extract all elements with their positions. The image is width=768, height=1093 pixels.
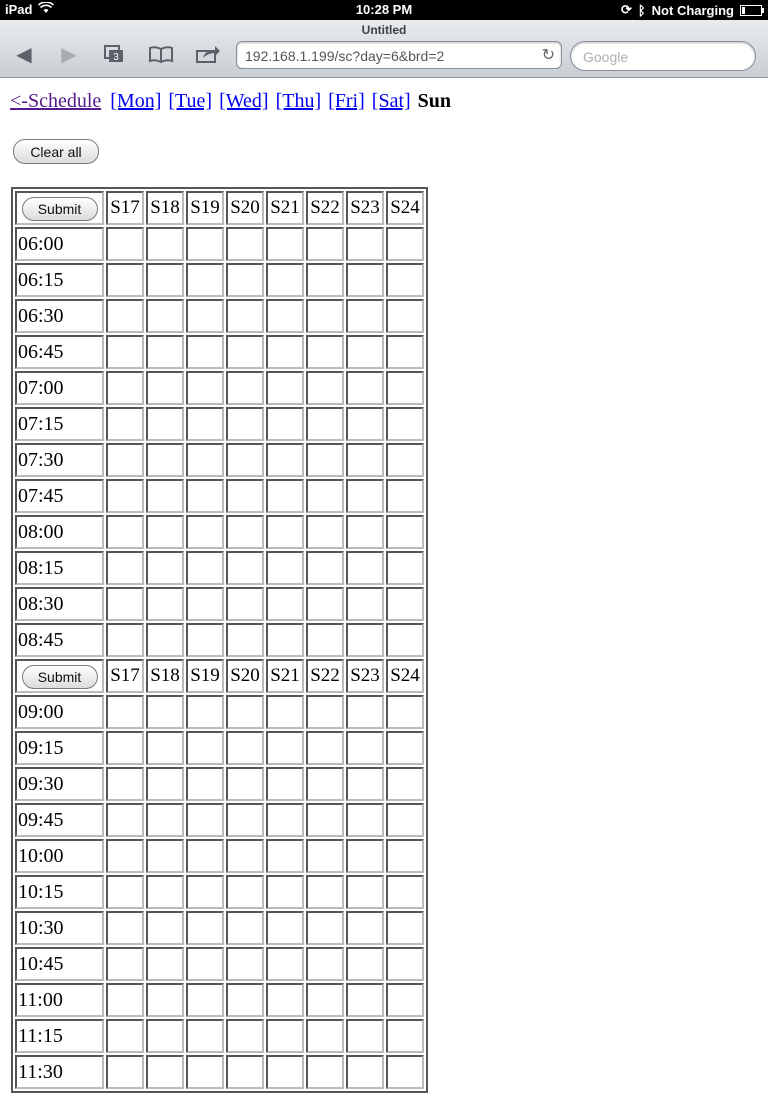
schedule-cell[interactable] (346, 803, 384, 837)
schedule-cell[interactable] (226, 299, 264, 333)
schedule-cell[interactable] (186, 371, 224, 405)
schedule-cell[interactable] (346, 875, 384, 909)
schedule-cell[interactable] (226, 371, 264, 405)
schedule-cell[interactable] (306, 407, 344, 441)
schedule-cell[interactable] (226, 911, 264, 945)
search-field[interactable] (570, 41, 756, 71)
schedule-cell[interactable] (306, 875, 344, 909)
schedule-cell[interactable] (386, 767, 424, 801)
schedule-cell[interactable] (226, 263, 264, 297)
schedule-cell[interactable] (106, 407, 144, 441)
day-link-sat[interactable]: [Sat] (371, 90, 411, 112)
schedule-cell[interactable] (306, 551, 344, 585)
schedule-cell[interactable] (226, 695, 264, 729)
schedule-cell[interactable] (106, 1055, 144, 1089)
schedule-cell[interactable] (106, 803, 144, 837)
schedule-cell[interactable] (386, 551, 424, 585)
schedule-cell[interactable] (306, 983, 344, 1017)
schedule-cell[interactable] (106, 839, 144, 873)
schedule-cell[interactable] (146, 227, 184, 261)
schedule-back-link[interactable]: <-Schedule (10, 90, 102, 112)
schedule-grid (11, 187, 428, 1093)
schedule-cell[interactable] (106, 695, 144, 729)
schedule-cell[interactable] (346, 767, 384, 801)
time-label: 10:00 (15, 839, 104, 873)
time-row (15, 839, 424, 873)
schedule-cell[interactable] (306, 947, 344, 981)
schedule-cell[interactable] (106, 731, 144, 765)
schedule-cell[interactable] (146, 587, 184, 621)
schedule-cell[interactable] (306, 1055, 344, 1089)
schedule-cell[interactable] (186, 1019, 224, 1053)
back-arrow-icon[interactable]: ◀ (16, 44, 32, 66)
schedule-cell[interactable] (106, 263, 144, 297)
column-header: S22 (306, 659, 344, 693)
time-label: 07:30 (15, 443, 104, 477)
time-row (15, 551, 424, 585)
schedule-cell[interactable] (106, 767, 144, 801)
schedule-cell[interactable] (386, 731, 424, 765)
schedule-cell[interactable] (346, 695, 384, 729)
schedule-cell[interactable] (306, 227, 344, 261)
column-header: S23 (346, 659, 384, 693)
schedule-cell[interactable] (346, 335, 384, 369)
schedule-cell[interactable] (346, 299, 384, 333)
schedule-cell[interactable] (306, 1019, 344, 1053)
schedule-cell[interactable] (266, 407, 304, 441)
schedule-cell[interactable] (106, 371, 144, 405)
schedule-cell[interactable] (226, 839, 264, 873)
day-link-mon[interactable]: [Mon] (110, 90, 162, 112)
schedule-cell[interactable] (106, 947, 144, 981)
schedule-cell[interactable] (186, 767, 224, 801)
time-row (15, 947, 424, 981)
schedule-cell[interactable] (386, 803, 424, 837)
time-label: 08:30 (15, 587, 104, 621)
status-bar (0, 0, 768, 20)
schedule-cell[interactable] (346, 623, 384, 657)
time-label: 08:00 (15, 515, 104, 549)
address-bar[interactable] (236, 41, 562, 69)
schedule-cell[interactable] (306, 839, 344, 873)
schedule-cell[interactable] (346, 947, 384, 981)
time-row (15, 767, 424, 801)
search-placeholder: Google (583, 49, 629, 65)
schedule-cell[interactable] (346, 407, 384, 441)
schedule-cell[interactable] (106, 335, 144, 369)
schedule-cell[interactable] (346, 551, 384, 585)
schedule-cell[interactable] (386, 695, 424, 729)
column-header: S21 (266, 191, 304, 225)
schedule-cell[interactable] (266, 875, 304, 909)
schedule-cell[interactable] (266, 335, 304, 369)
schedule-cell[interactable] (306, 695, 344, 729)
charging-status: Not Charging (651, 2, 734, 18)
schedule-cell[interactable] (226, 623, 264, 657)
clock: 10:28 PM (355, 2, 413, 17)
schedule-cell[interactable] (146, 1019, 184, 1053)
time-label: 06:30 (15, 299, 104, 333)
schedule-cell[interactable] (106, 299, 144, 333)
schedule-cell[interactable] (346, 587, 384, 621)
schedule-cell[interactable] (186, 695, 224, 729)
current-day: Sun (417, 90, 452, 112)
schedule-cell[interactable] (306, 803, 344, 837)
time-label: 06:15 (15, 263, 104, 297)
schedule-cell[interactable] (146, 299, 184, 333)
schedule-cell[interactable] (266, 947, 304, 981)
schedule-cell[interactable] (186, 299, 224, 333)
schedule-cell[interactable] (386, 875, 424, 909)
schedule-cell[interactable] (306, 263, 344, 297)
schedule-cell[interactable] (226, 1055, 264, 1089)
day-navigation (10, 90, 451, 113)
schedule-cell[interactable] (346, 983, 384, 1017)
schedule-cell[interactable] (186, 839, 224, 873)
column-header: S24 (386, 191, 424, 225)
schedule-cell[interactable] (146, 839, 184, 873)
schedule-cell[interactable] (306, 479, 344, 513)
schedule-cell[interactable] (106, 875, 144, 909)
schedule-cell[interactable] (146, 875, 184, 909)
schedule-cell[interactable] (266, 803, 304, 837)
schedule-cell[interactable] (386, 407, 424, 441)
schedule-cell[interactable] (226, 227, 264, 261)
schedule-cell[interactable] (226, 443, 264, 477)
time-row (15, 587, 424, 621)
schedule-cell[interactable] (146, 335, 184, 369)
schedule-cell[interactable] (146, 947, 184, 981)
header-row (15, 191, 424, 225)
time-label: 07:45 (15, 479, 104, 513)
column-header: S24 (386, 659, 424, 693)
schedule-cell[interactable] (386, 263, 424, 297)
schedule-cell[interactable] (306, 587, 344, 621)
schedule-cell[interactable] (306, 371, 344, 405)
time-row (15, 1019, 424, 1053)
schedule-cell[interactable] (306, 731, 344, 765)
schedule-cell[interactable] (346, 479, 384, 513)
schedule-cell[interactable] (146, 731, 184, 765)
schedule-cell[interactable] (106, 983, 144, 1017)
column-header: S20 (226, 659, 264, 693)
column-header: S17 (106, 191, 144, 225)
schedule-cell[interactable] (146, 803, 184, 837)
schedule-cell[interactable] (266, 731, 304, 765)
schedule-cell[interactable] (266, 623, 304, 657)
schedule-cell[interactable] (106, 227, 144, 261)
schedule-cell[interactable] (106, 515, 144, 549)
column-header: S17 (106, 659, 144, 693)
schedule-cell[interactable] (106, 551, 144, 585)
schedule-cell[interactable] (266, 1019, 304, 1053)
schedule-cell[interactable] (186, 875, 224, 909)
schedule-cell[interactable] (186, 623, 224, 657)
forward-arrow-icon[interactable]: ▶ (61, 44, 77, 66)
schedule-cell[interactable] (226, 767, 264, 801)
bluetooth-icon: ᛒ (637, 2, 646, 18)
schedule-cell[interactable] (306, 443, 344, 477)
schedule-cell[interactable] (226, 1019, 264, 1053)
schedule-cell[interactable] (266, 479, 304, 513)
time-row (15, 623, 424, 657)
schedule-cell[interactable] (146, 407, 184, 441)
schedule-cell[interactable] (266, 767, 304, 801)
schedule-cell[interactable] (226, 983, 264, 1017)
schedule-cell[interactable] (266, 227, 304, 261)
column-header: S23 (346, 191, 384, 225)
time-row (15, 407, 424, 441)
time-row (15, 983, 424, 1017)
time-label: 10:15 (15, 875, 104, 909)
schedule-cell[interactable] (186, 335, 224, 369)
schedule-cell[interactable] (346, 263, 384, 297)
schedule-cell[interactable] (266, 299, 304, 333)
schedule-cell[interactable] (346, 515, 384, 549)
schedule-cell[interactable] (146, 263, 184, 297)
schedule-cell[interactable] (146, 443, 184, 477)
schedule-cell[interactable] (266, 443, 304, 477)
time-label: 09:15 (15, 731, 104, 765)
schedule-cell[interactable] (186, 983, 224, 1017)
schedule-cell[interactable] (106, 479, 144, 513)
schedule-cell[interactable] (226, 551, 264, 585)
schedule-cell[interactable] (186, 263, 224, 297)
schedule-cell[interactable] (146, 479, 184, 513)
schedule-cell[interactable] (186, 443, 224, 477)
schedule-cell[interactable] (386, 1019, 424, 1053)
schedule-cell[interactable] (186, 587, 224, 621)
time-row (15, 1055, 424, 1089)
tab-count: 3 (113, 52, 119, 63)
schedule-cell[interactable] (186, 227, 224, 261)
schedule-cell[interactable] (226, 875, 264, 909)
time-row (15, 803, 424, 837)
schedule-cell[interactable] (106, 443, 144, 477)
time-row (15, 515, 424, 549)
schedule-cell[interactable] (106, 911, 144, 945)
submit-button[interactable]: Submit (22, 197, 98, 221)
schedule-cell[interactable] (186, 551, 224, 585)
time-label: 08:15 (15, 551, 104, 585)
schedule-cell[interactable] (226, 407, 264, 441)
url-text: 192.168.1.199/sc?day=6&brd=2 (245, 48, 445, 64)
schedule-cell[interactable] (306, 299, 344, 333)
schedule-cell[interactable] (306, 623, 344, 657)
day-link-tue[interactable]: [Tue] (168, 90, 213, 112)
schedule-cell[interactable] (346, 371, 384, 405)
schedule-cell[interactable] (226, 731, 264, 765)
schedule-cell[interactable] (386, 587, 424, 621)
column-header: S18 (146, 191, 184, 225)
schedule-cell[interactable] (386, 371, 424, 405)
time-label: 10:45 (15, 947, 104, 981)
time-label: 07:00 (15, 371, 104, 405)
schedule-cell[interactable] (386, 443, 424, 477)
time-label: 11:15 (15, 1019, 104, 1053)
time-row (15, 875, 424, 909)
schedule-cell[interactable] (346, 731, 384, 765)
time-label: 07:15 (15, 407, 104, 441)
schedule-cell[interactable] (386, 227, 424, 261)
time-label: 09:00 (15, 695, 104, 729)
time-row (15, 371, 424, 405)
schedule-cell[interactable] (386, 983, 424, 1017)
time-label: 09:30 (15, 767, 104, 801)
time-label: 06:45 (15, 335, 104, 369)
reload-icon[interactable]: ↻ (541, 47, 555, 64)
column-header: S18 (146, 659, 184, 693)
schedule-cell[interactable] (266, 983, 304, 1017)
schedule-cell[interactable] (266, 515, 304, 549)
schedule-cell[interactable] (186, 1055, 224, 1089)
schedule-cell[interactable] (226, 479, 264, 513)
schedule-cell[interactable] (386, 911, 424, 945)
schedule-cell[interactable] (146, 515, 184, 549)
time-label: 11:30 (15, 1055, 104, 1089)
column-header: S20 (226, 191, 264, 225)
rotation-lock-icon: ⟳ (620, 2, 632, 17)
schedule-cell[interactable] (346, 443, 384, 477)
schedule-cell[interactable] (346, 911, 384, 945)
schedule-cell[interactable] (266, 551, 304, 585)
time-label: 09:45 (15, 803, 104, 837)
share-icon[interactable] (194, 44, 222, 66)
day-link-wed[interactable]: [Wed] (219, 90, 269, 112)
time-row (15, 695, 424, 729)
time-label: 06:00 (15, 227, 104, 261)
time-label: 10:30 (15, 911, 104, 945)
schedule-cell[interactable] (306, 335, 344, 369)
column-header: S19 (186, 191, 224, 225)
schedule-cell[interactable] (226, 335, 264, 369)
schedule-cell[interactable] (186, 911, 224, 945)
schedule-cell[interactable] (266, 839, 304, 873)
page-title: Untitled (361, 23, 407, 37)
submit-button[interactable]: Submit (22, 665, 98, 689)
schedule-cell[interactable] (106, 623, 144, 657)
schedule-cell[interactable] (266, 695, 304, 729)
time-label: 08:45 (15, 623, 104, 657)
schedule-cell[interactable] (106, 1019, 144, 1053)
schedule-cell[interactable] (106, 587, 144, 621)
column-header: S21 (266, 659, 304, 693)
schedule-cell[interactable] (306, 767, 344, 801)
device-name: iPad (5, 2, 33, 17)
time-row (15, 911, 424, 945)
tabs-button[interactable] (100, 44, 128, 66)
submit-cell (15, 191, 104, 225)
schedule-cell[interactable] (386, 515, 424, 549)
schedule-cell[interactable] (386, 299, 424, 333)
schedule-cell[interactable] (346, 227, 384, 261)
time-row (15, 263, 424, 297)
schedule-cell[interactable] (386, 947, 424, 981)
schedule-cell[interactable] (266, 587, 304, 621)
schedule-cell[interactable] (266, 1055, 304, 1089)
bookmarks-icon[interactable] (147, 44, 175, 66)
time-row (15, 731, 424, 765)
schedule-cell[interactable] (386, 623, 424, 657)
day-link-fri[interactable]: [Fri] (328, 90, 365, 112)
time-row (15, 479, 424, 513)
schedule-cell[interactable] (186, 407, 224, 441)
schedule-cell[interactable] (186, 479, 224, 513)
schedule-cell[interactable] (386, 479, 424, 513)
time-row (15, 227, 424, 261)
time-label: 11:00 (15, 983, 104, 1017)
schedule-cell[interactable] (146, 1055, 184, 1089)
schedule-cell[interactable] (146, 695, 184, 729)
schedule-cell[interactable] (226, 587, 264, 621)
clear-all-button[interactable]: Clear all (13, 139, 99, 164)
schedule-cell[interactable] (146, 911, 184, 945)
schedule-cell[interactable] (186, 803, 224, 837)
header-row (15, 659, 424, 693)
schedule-cell[interactable] (346, 839, 384, 873)
schedule-cell[interactable] (146, 551, 184, 585)
schedule-cell[interactable] (346, 1055, 384, 1089)
schedule-cell[interactable] (186, 947, 224, 981)
column-header: S19 (186, 659, 224, 693)
column-header: S22 (306, 191, 344, 225)
battery-icon (740, 5, 762, 16)
schedule-cell[interactable] (266, 371, 304, 405)
schedule-cell[interactable] (226, 803, 264, 837)
schedule-cell[interactable] (146, 623, 184, 657)
time-row (15, 443, 424, 477)
schedule-cell[interactable] (186, 515, 224, 549)
submit-cell (15, 659, 104, 693)
schedule-cell[interactable] (146, 371, 184, 405)
browser-toolbar (0, 20, 768, 78)
day-link-thu[interactable]: [Thu] (275, 90, 322, 112)
schedule-cell[interactable] (306, 911, 344, 945)
schedule-cell[interactable] (346, 1019, 384, 1053)
time-row (15, 299, 424, 333)
schedule-cell[interactable] (226, 947, 264, 981)
time-row (15, 335, 424, 369)
schedule-cell[interactable] (386, 335, 424, 369)
schedule-cell[interactable] (386, 1055, 424, 1089)
schedule-cell[interactable] (266, 911, 304, 945)
schedule-cell[interactable] (306, 515, 344, 549)
schedule-cell[interactable] (386, 839, 424, 873)
schedule-cell[interactable] (186, 731, 224, 765)
schedule-cell[interactable] (146, 767, 184, 801)
schedule-cell[interactable] (146, 983, 184, 1017)
schedule-cell[interactable] (226, 515, 264, 549)
schedule-cell[interactable] (266, 263, 304, 297)
